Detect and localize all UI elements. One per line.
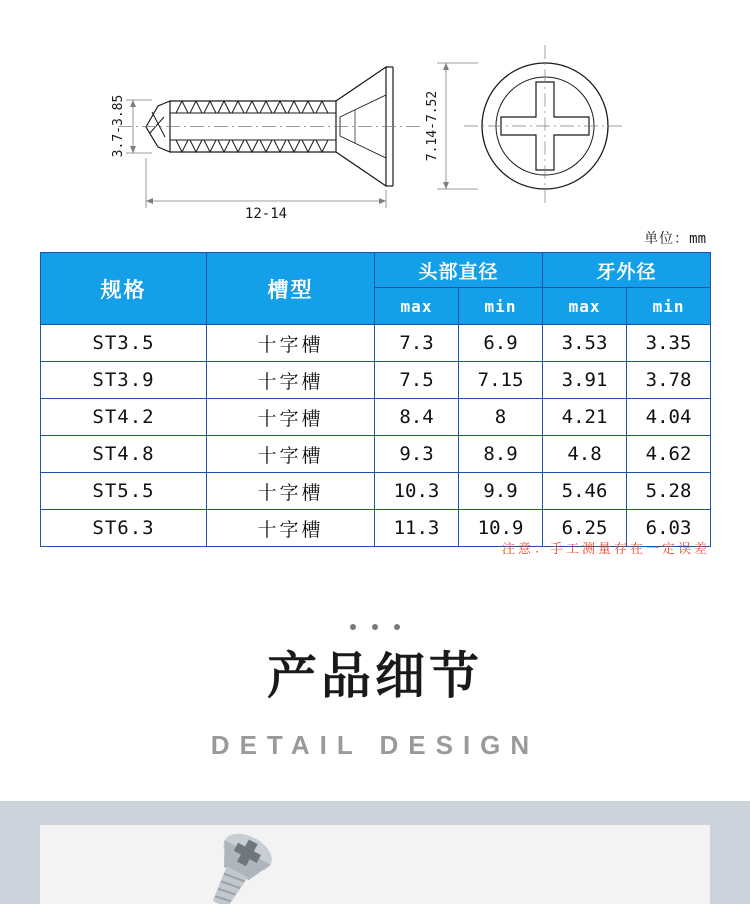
table-row xyxy=(41,436,711,473)
table-row xyxy=(41,325,711,362)
header-slot: 槽型 xyxy=(207,253,375,325)
dot-icon xyxy=(350,624,356,630)
cell-slot: 十字槽 xyxy=(207,362,375,399)
technical-drawing-area xyxy=(0,0,750,235)
cell-head-max: 10.3 xyxy=(375,473,459,510)
cell-thread-max: 6.25 xyxy=(543,510,627,547)
cell-head-max: 7.5 xyxy=(375,362,459,399)
cell-thread-max: 3.53 xyxy=(543,325,627,362)
dot-icon xyxy=(372,624,378,630)
cell-spec: ST6.3 xyxy=(41,510,207,547)
cell-head-min: 10.9 xyxy=(459,510,543,547)
dim-length-label: 12-14 xyxy=(244,206,288,222)
measurement-warning-note: 注意：手工测量存在一定误差 xyxy=(501,541,710,556)
cell-thread-max: 4.21 xyxy=(543,399,627,436)
spec-table-container xyxy=(40,252,710,547)
cell-thread-min: 5.28 xyxy=(627,473,711,510)
header-head-min: min xyxy=(459,288,543,325)
cell-slot: 十字槽 xyxy=(207,473,375,510)
cell-slot: 十字槽 xyxy=(207,510,375,547)
cell-thread-min: 3.78 xyxy=(627,362,711,399)
screw-photo-illustration xyxy=(40,825,710,904)
cell-thread-min: 3.35 xyxy=(627,325,711,362)
cell-thread-min: 4.04 xyxy=(627,399,711,436)
cell-thread-max: 3.91 xyxy=(543,362,627,399)
cell-spec: ST4.2 xyxy=(41,399,207,436)
detail-photo-panel xyxy=(0,801,750,904)
cell-head-max: 11.3 xyxy=(375,510,459,547)
header-spec: 规格 xyxy=(41,253,207,325)
detail-photo xyxy=(40,825,710,904)
section-subtitle: DETAIL DESIGN xyxy=(210,730,540,760)
cell-slot: 十字槽 xyxy=(207,436,375,473)
table-header-row-1 xyxy=(41,253,711,288)
table-row xyxy=(41,399,711,436)
cell-spec: ST4.8 xyxy=(41,436,207,473)
cell-head-max: 7.3 xyxy=(375,325,459,362)
cell-thread-min: 6.03 xyxy=(627,510,711,547)
table-row xyxy=(41,362,711,399)
unit-note xyxy=(644,228,706,248)
cell-thread-max: 4.8 xyxy=(543,436,627,473)
dim-head-diameter-label: 7.14-7.52 xyxy=(425,90,440,162)
cell-head-min: 9.9 xyxy=(459,473,543,510)
specification-table xyxy=(40,252,711,547)
header-thread-max: max xyxy=(543,288,627,325)
cell-thread-max: 5.46 xyxy=(543,473,627,510)
unit-note-value: mm xyxy=(689,231,706,247)
cell-head-min: 7.15 xyxy=(459,362,543,399)
unit-note-label: 单位： xyxy=(644,230,690,246)
cell-slot: 十字槽 xyxy=(207,325,375,362)
header-thread-diameter: 牙外径 xyxy=(543,253,711,288)
cell-head-max: 9.3 xyxy=(375,436,459,473)
cell-head-min: 8 xyxy=(459,399,543,436)
cell-spec: ST3.5 xyxy=(41,325,207,362)
cell-head-min: 8.9 xyxy=(459,436,543,473)
header-thread-min: min xyxy=(627,288,711,325)
dim-shank-diameter-label: 3.7-3.85 xyxy=(111,94,126,158)
screw-technical-drawing xyxy=(0,0,750,235)
cell-thread-min: 4.62 xyxy=(627,436,711,473)
section-title: 产品细节 xyxy=(267,648,483,704)
header-head-diameter: 头部直径 xyxy=(375,253,543,288)
cell-head-max: 8.4 xyxy=(375,399,459,436)
cell-spec: ST5.5 xyxy=(41,473,207,510)
table-row xyxy=(41,473,711,510)
cell-head-min: 6.9 xyxy=(459,325,543,362)
dot-icon xyxy=(394,624,400,630)
decorative-dots xyxy=(0,618,750,636)
header-head-max: max xyxy=(375,288,459,325)
cell-spec: ST3.9 xyxy=(41,362,207,399)
cell-slot: 十字槽 xyxy=(207,399,375,436)
